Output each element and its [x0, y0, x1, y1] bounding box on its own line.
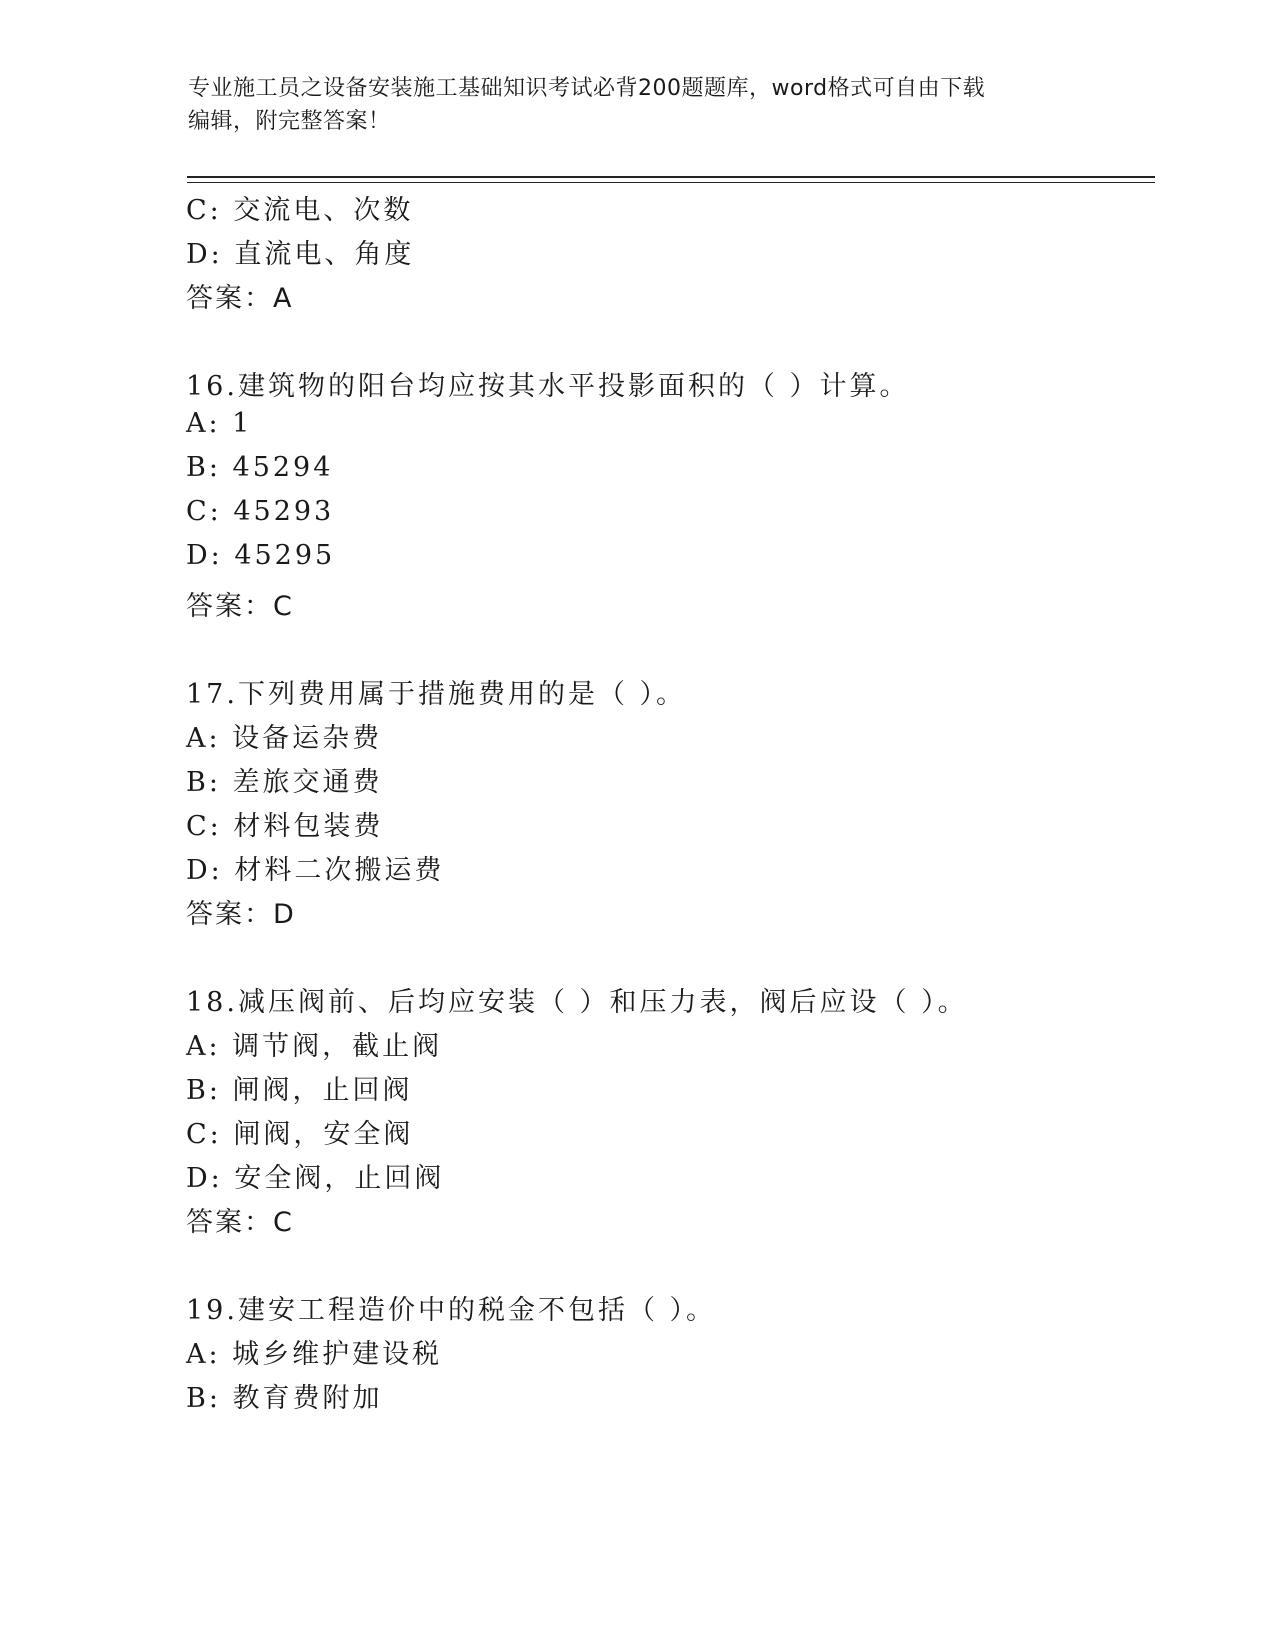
question-18-answer: 答案：C [186, 1207, 294, 1238]
question-17-option-c: C: 材料包装费 [186, 811, 384, 842]
question-18-stem: 18.减压阀前、后均应安装（ ）和压力表，阀后应设（ ）。 [186, 987, 968, 1018]
question-17-option-b: B: 差旅交通费 [186, 767, 383, 798]
question-16-answer: 答案：C [186, 591, 294, 622]
question-16-option-b: B: 45294 [186, 452, 334, 483]
prev-option-c: C: 交流电、次数 [186, 195, 414, 226]
question-17-option-d: D: 材料二次搬运费 [186, 855, 445, 886]
document-header [188, 72, 1088, 138]
question-17-option-a: A: 设备运杂费 [186, 723, 383, 754]
question-16-option-a: A: 1 [186, 408, 253, 439]
question-16-option-c: C: 45293 [186, 496, 335, 527]
question-18-option-d: D: 安全阀，止回阀 [186, 1163, 445, 1194]
question-16-option-d: D: 45295 [186, 540, 336, 571]
header-title-line-1: 专业施工员之设备安装施工基础知识考试必背200题题库，word格式可自由下载 [188, 76, 986, 101]
header-divider-thin [187, 182, 1155, 183]
question-16-stem: 16.建筑物的阳台均应按其水平投影面积的（ ）计算。 [186, 371, 910, 402]
question-18-option-b: B: 闸阀，止回阀 [186, 1075, 413, 1106]
question-18-option-a: A: 调节阀，截止阀 [186, 1031, 443, 1062]
question-19-option-b: B: 教育费附加 [186, 1383, 383, 1414]
question-18-option-c: C: 闸阀，安全阀 [186, 1119, 414, 1150]
question-19-option-a: A: 城乡维护建设税 [186, 1339, 443, 1370]
header-title-line-2: 编辑，附完整答案！ [188, 109, 391, 134]
question-17-stem: 17.下列费用属于措施费用的是（ ）。 [186, 679, 687, 710]
header-divider-thick [187, 176, 1155, 178]
question-19-stem: 19.建安工程造价中的税金不包括（ ）。 [186, 1295, 717, 1326]
prev-option-d: D: 直流电、角度 [186, 239, 415, 270]
prev-answer: 答案：A [186, 283, 294, 314]
question-17-answer: 答案：D [186, 899, 296, 930]
